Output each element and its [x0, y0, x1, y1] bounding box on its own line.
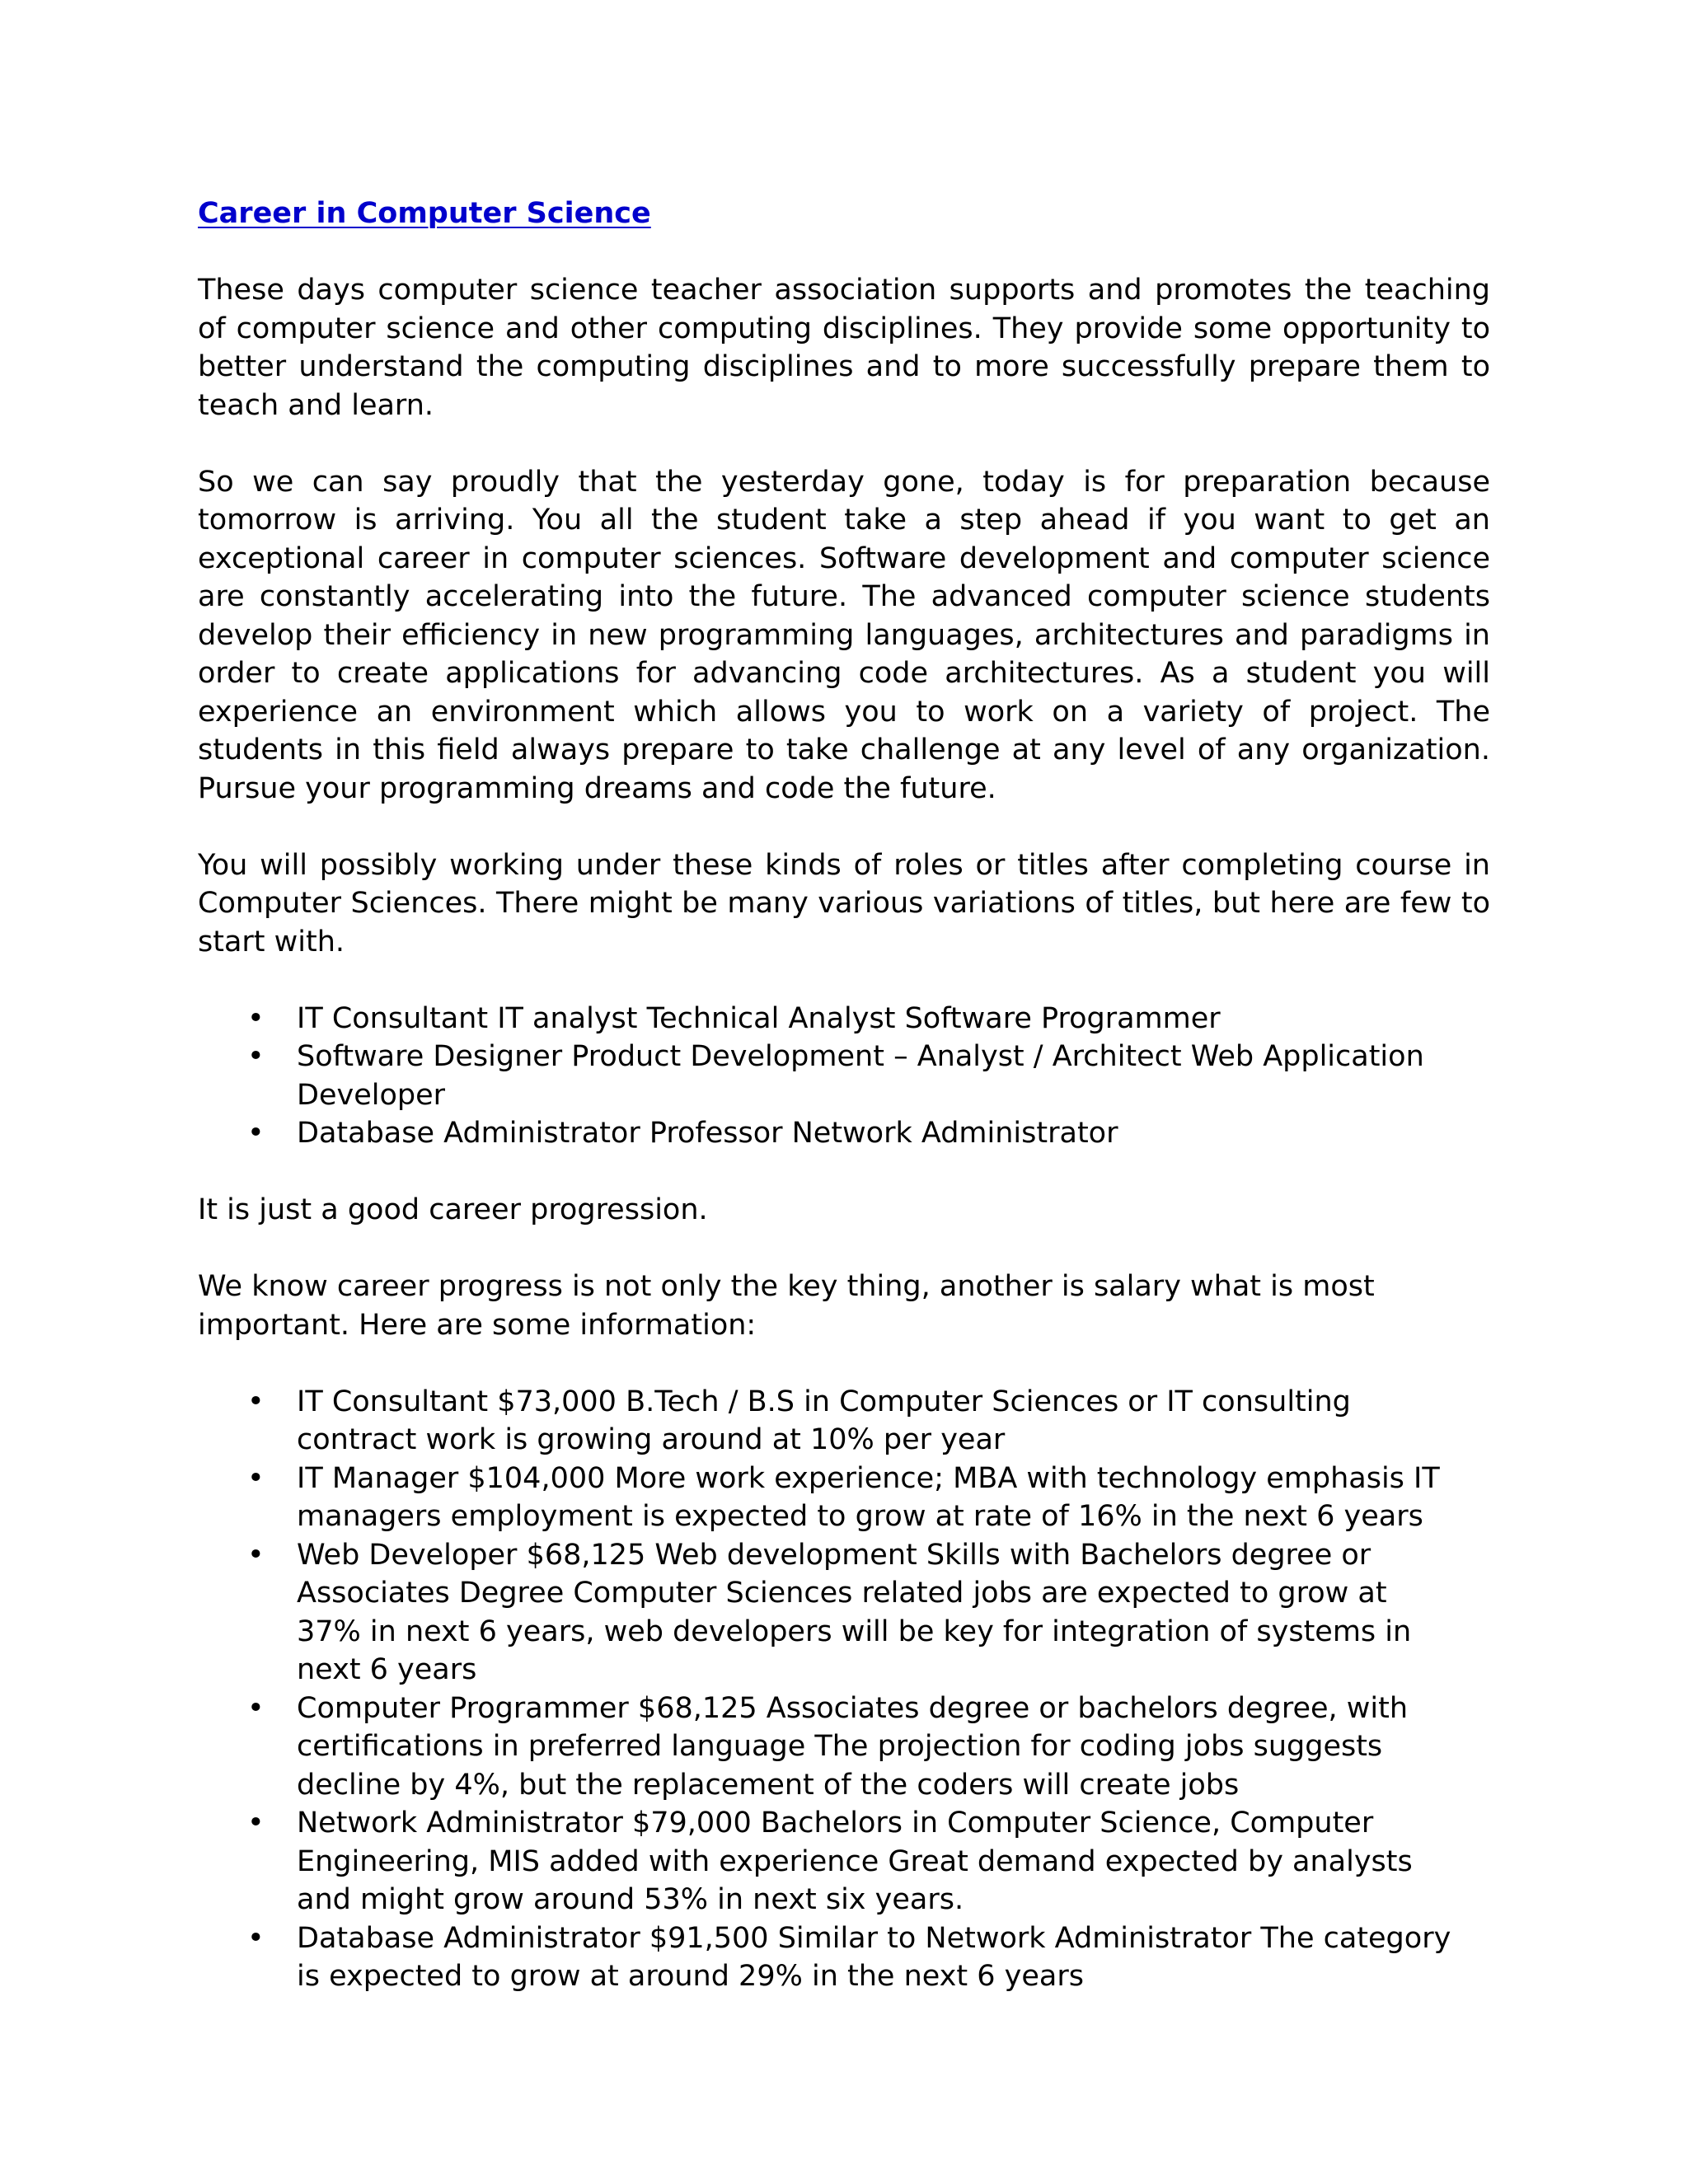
bullet-icon: •: [247, 1001, 265, 1035]
list-item: [198, 1000, 1490, 1038]
paragraph-progression: It is just a good career progression.: [198, 1193, 708, 1226]
list-item: [198, 1038, 1490, 1114]
paragraph-career: So we can say proudly that the yesterday gone, today is for preparation because tomorrow is arriving. You all the student take a step ahead if you want to get an exceptional career in computer sciences. Software development and computer science are constantly accelerating into the future. The advanced computer science students develop their efficiency in new programming languages, architectures and paradigms in order to create applications for advancing code architectures. As a student you will experience an environment which allows you to work on a variety of project. The students in this field always prepare to take challenge at any level of any organization. Pursue your programming dreams and code the future.: [198, 465, 1490, 805]
list-item: [198, 1383, 1490, 1460]
bullet-icon: •: [247, 1807, 265, 1840]
list-item-text: Network Administrator $79,000 Bachelors in Computer Science, Computer Engineering, MIS added with experience Great demand expected by analysts and might grow around 53% in next six years.: [297, 1807, 1413, 1916]
bullet-icon: •: [247, 1385, 265, 1418]
roles-list: [198, 1000, 1490, 1153]
bullet-icon: •: [247, 1461, 265, 1495]
list-item-text: Computer Programmer $68,125 Associates degree or bachelors degree, with certifications in preferred language The projection for coding jobs suggests decline by 4%, but the replacement of the coders will create jobs: [297, 1691, 1409, 1802]
list-item-text: Web Developer $68,125 Web development Skills with Bachelors degree or Associates Degree Computer Sciences related jobs are expected to grow at 37% in next 6 years, web developers will be key for integration of systems in next 6 years: [297, 1538, 1412, 1686]
salary-list: [198, 1383, 1490, 1996]
paragraph-roles-intro: You will possibly working under these kinds of roles or titles after completing course in Computer Sciences. There might be many various variations of titles, but here are few to start with.: [198, 848, 1490, 958]
bullet-icon: •: [247, 1921, 265, 1955]
list-item-text: IT Consultant IT analyst Technical Analyst Software Programmer: [297, 1001, 1221, 1035]
document-body: [198, 194, 1490, 2034]
bullet-icon: •: [247, 1040, 265, 1073]
list-item-text: IT Manager $104,000 More work experience; MBA with technology emphasis IT managers employment is expected to grow at rate of 16% in the next 6 years: [297, 1461, 1440, 1533]
list-item: [198, 1919, 1490, 1996]
list-item: [198, 1114, 1490, 1153]
bullet-icon: •: [247, 1117, 265, 1150]
list-item: [198, 1804, 1490, 1919]
list-item: [198, 1536, 1490, 1690]
paragraph-salary-intro: We know career progress is not only the key thing, another is salary what is most important. Here are some information:: [198, 1270, 1375, 1342]
list-item: [198, 1690, 1490, 1805]
paragraph-intro: These days computer science teacher association supports and promotes the teaching of computer science and other computing disciplines. They provide some opportunity to better understand the computing disciplines and to more successfully prepare them to teach and learn.: [198, 274, 1490, 422]
list-item-text: IT Consultant $73,000 B.Tech / B.S in Computer Sciences or IT consulting contract work is growing around at 10% per year: [297, 1385, 1351, 1456]
list-item: [198, 1460, 1490, 1536]
list-item-text: Database Administrator $91,500 Similar to Network Administrator The category is expected to grow at around 29% in the next 6 years: [297, 1921, 1451, 1993]
bullet-icon: •: [247, 1538, 265, 1572]
title-link[interactable]: Career in Computer Science: [198, 197, 651, 230]
bullet-icon: •: [247, 1691, 265, 1725]
list-item-text: Database Administrator Professor Network Administrator: [297, 1117, 1118, 1150]
list-item-text: Software Designer Product Development – Analyst / Architect Web Application Developer: [297, 1040, 1424, 1112]
